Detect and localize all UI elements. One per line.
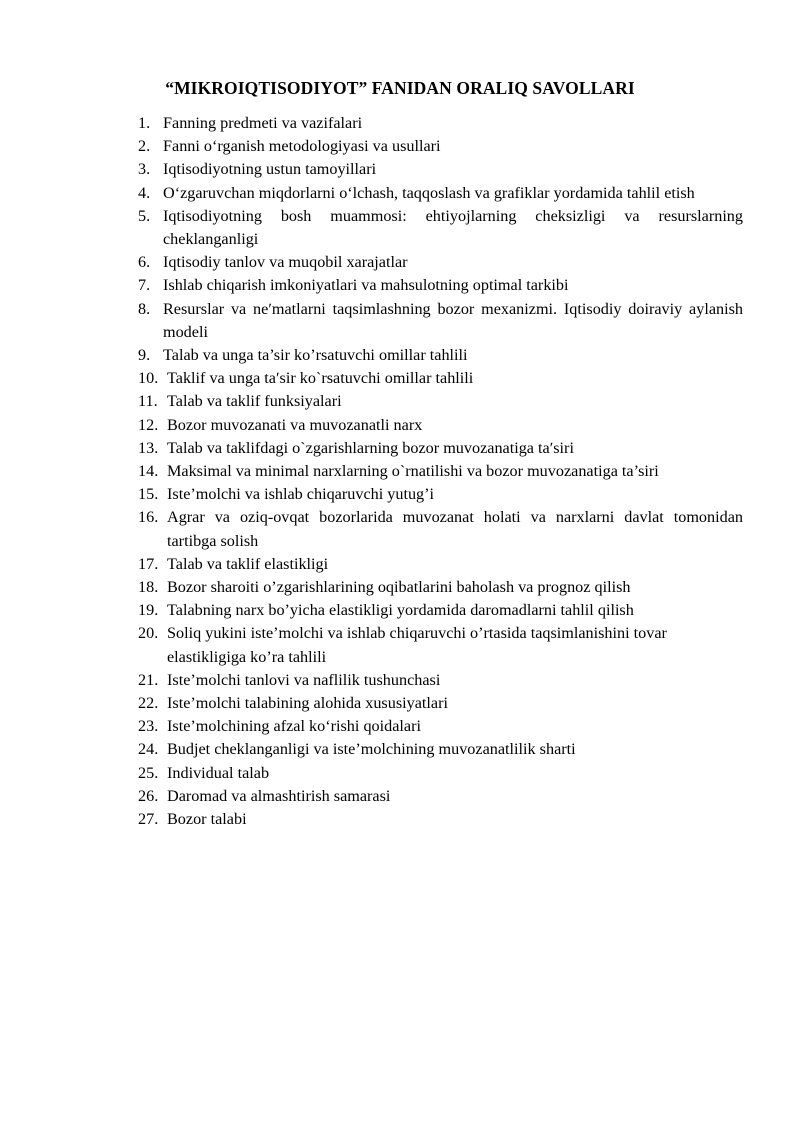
item-text: Iqtisodiyotning ustun tamoyillari <box>163 160 377 179</box>
item-number: 13. <box>138 438 159 457</box>
item-text: Talab va taklifdagi o`zgarishlarning bozor muvozanatiga taʹsiri <box>167 438 574 457</box>
item-number: 8. <box>138 299 151 318</box>
item-text: Iste’molchining afzal ko‘rishi qoidalari <box>167 717 421 736</box>
list-item <box>138 669 743 692</box>
item-number: 20. <box>138 624 159 643</box>
item-number: 7. <box>138 276 151 295</box>
item-number: 3. <box>138 160 151 179</box>
item-text: Iqtisodiyotning bosh muammosi: ehtiyojlarning cheksizligi va resurslarning cheklanganligi <box>163 206 743 249</box>
list-item <box>138 599 743 622</box>
item-number: 19. <box>138 601 159 620</box>
item-text: Budjet cheklanganligi va iste’molchining muvozanatlilik sharti <box>167 740 576 759</box>
item-text: Agrar va oziq-ovqat bozorlarida muvozanat holati va narxlarni davlat tomonidan tartibga solish <box>167 508 743 550</box>
item-number: 16. <box>138 508 159 527</box>
list-item <box>138 182 743 205</box>
question-list <box>138 112 743 831</box>
list-item <box>138 622 743 668</box>
item-text: Taklif va unga taʹsir ko`rsatuvchi omillar tahlili <box>167 369 474 388</box>
list-item <box>138 692 743 715</box>
list-item <box>138 785 743 808</box>
item-text: Fanni o‘rganish metodologiyasi va usullari <box>163 137 441 156</box>
item-number: 15. <box>138 485 159 504</box>
list-item <box>138 576 743 599</box>
item-number: 14. <box>138 462 159 481</box>
item-text: Bozor muvozanati va muvozanatli narx <box>167 415 423 434</box>
list-item <box>138 762 743 785</box>
item-number: 10. <box>138 369 159 388</box>
list-item <box>138 344 743 367</box>
item-text: Resurslar va neʹmatlarni taqsimlashning bozor mexanizmi. Iqtisodiy doiraviy aylanish modeli <box>163 299 743 341</box>
list-item <box>138 483 743 506</box>
item-number: 11. <box>138 392 158 411</box>
item-text: Talabning narx bo’yicha elastikligi yordamida daromadlarni tahlil qilish <box>167 601 634 620</box>
list-item <box>138 553 743 576</box>
item-text: Iqtisodiy tanlov va muqobil xarajatlar <box>163 253 408 272</box>
item-number: 2. <box>138 137 151 156</box>
item-number: 22. <box>138 694 159 713</box>
item-text: Fanning predmeti va vazifalari <box>163 114 363 132</box>
item-number: 26. <box>138 786 159 805</box>
item-number: 5. <box>138 206 151 225</box>
item-text: Maksimal va minimal narxlarning o`rnatilishi va bozor muvozanatiga ta’siri <box>167 462 659 481</box>
list-item <box>138 437 743 460</box>
item-text: Iste’molchi talabining alohida xususiyatlari <box>167 694 448 713</box>
item-number: 6. <box>138 253 151 272</box>
item-number: 18. <box>138 578 159 597</box>
list-item <box>138 808 743 831</box>
item-text: Iste’molchi tanlovi va naflilik tushunchasi <box>167 670 441 689</box>
page-title: “MIKROIQTISODIYOT” FANIDAN ORALIQ SAVOLLARI <box>165 78 635 98</box>
list-item <box>138 205 743 251</box>
item-text: Iste’molchi va ishlab chiqaruvchi yutug’i <box>167 485 435 504</box>
list-item <box>138 274 743 297</box>
item-number: 9. <box>138 346 151 365</box>
item-text: Talab va taklif funksiyalari <box>167 392 342 411</box>
item-number: 17. <box>138 554 159 573</box>
item-text: Bozor talabi <box>167 810 247 829</box>
item-number: 4. <box>138 183 151 202</box>
item-text: Individual talab <box>167 763 270 782</box>
item-number: 1. <box>138 114 151 132</box>
item-text: Talab va unga ta’sir ko’rsatuvchi omillar tahlili <box>163 346 468 365</box>
list-item <box>138 135 743 158</box>
item-number: 21. <box>138 670 159 689</box>
item-number: 23. <box>138 717 159 736</box>
item-number: 25. <box>138 763 159 782</box>
list-item <box>138 506 743 552</box>
item-text: Bozor sharoiti o’zgarishlarining oqibatlarini baholash va prognoz qilish <box>167 578 631 597</box>
item-number: 12. <box>138 415 159 434</box>
item-text: Daromad va almashtirish samarasi <box>167 786 391 805</box>
list-item <box>138 738 743 761</box>
item-number: 27. <box>138 810 159 829</box>
item-text: Soliq yukini iste’molchi va ishlab chiqaruvchi o’rtasida taqsimlanishini tovar elastikligiga ko’ra tahlili <box>167 624 667 666</box>
list-item <box>138 390 743 413</box>
list-item <box>138 298 743 344</box>
item-text: Ishlab chiqarish imkoniyatlari va mahsulotning optimal tarkibi <box>163 276 569 295</box>
item-text: O‘zgaruvchan miqdorlarni o‘lchash, taqqoslash va grafiklar yordamida tahlil etish <box>163 183 695 202</box>
item-number: 24. <box>138 740 159 759</box>
list-item <box>138 367 743 390</box>
list-item <box>138 715 743 738</box>
list-item <box>138 112 743 135</box>
list-item <box>138 251 743 274</box>
list-item <box>138 158 743 181</box>
item-text: Talab va taklif elastikligi <box>167 554 329 573</box>
list-item <box>138 460 743 483</box>
list-item <box>138 414 743 437</box>
